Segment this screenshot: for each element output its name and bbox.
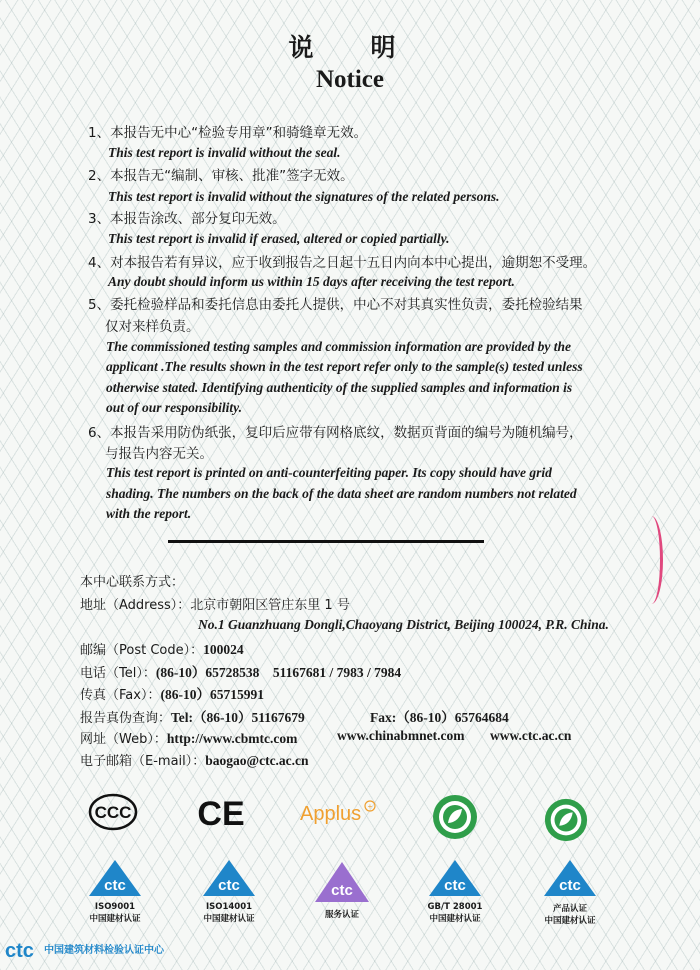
ccc-logo-icon <box>88 793 138 831</box>
verify-line <box>80 706 305 726</box>
ctc-triangle-icon <box>424 858 486 898</box>
applus-text: Applus <box>300 803 362 825</box>
fax-value: (86-10）65715991 <box>160 687 264 702</box>
section-divider <box>168 540 484 543</box>
address-en: No.1 Guanzhuang Dongli,Chaoyang District, Beijing 100024, P.R. China. <box>198 617 609 632</box>
ce-logo <box>198 795 244 835</box>
ctc-triangle-icon <box>312 860 372 904</box>
ctc-triangle-icon <box>539 858 601 898</box>
ctc-label: 中国建材认证 <box>89 914 141 924</box>
notice-item-5-cn: 5、委托检验样品和委托信息由委托人提供，中心不对其真实性负责，委托检验结果 <box>88 297 583 313</box>
applus-logo-icon <box>298 798 380 828</box>
web-url-3-wrap <box>490 728 571 744</box>
address-cn: 北京市朝阳区管庄东里 1 号 <box>190 598 350 613</box>
web-url-1[interactable]: http://www.cbmtc.com <box>166 731 298 746</box>
address-line <box>80 594 350 613</box>
notice-item-6-cn: 6、本报告采用防伪纸张，复印后应带有网格底纹，数据页背面的编号为随机编号， <box>88 425 583 441</box>
notice-item-4-en: Any doubt should inform us within 15 days after receiving the test report. <box>108 274 515 289</box>
ctc-text: ctc <box>559 877 581 894</box>
ccc-logo <box>88 793 138 835</box>
ctc-triangle-icon <box>198 858 260 898</box>
web-url-3[interactable]: www.ctc.ac.cn <box>490 728 572 743</box>
notice-item-4-cn: 4、对本报告若有异议，应于收到报告之日起十五日内向本中心提出，逾期恕不受理。 <box>88 255 597 271</box>
ctc-iso9001-logo <box>86 858 144 924</box>
ctc-label: 中国建材认证 <box>544 916 596 926</box>
verify-tel: Tel:（86-10）51167679 <box>171 710 305 725</box>
ctc-label: 中国建材认证 <box>429 914 481 924</box>
footer-logo-text: ctc <box>5 940 34 962</box>
fax-label: 传真（Fax）： <box>80 688 161 703</box>
email-line <box>80 750 309 769</box>
tel-value: (86-10）65728538 51167681 / 7983 / 7984 <box>155 665 402 680</box>
eco-leaf-icon <box>543 797 589 843</box>
notice-item-5-en: applicant .The results shown in the test report refer only to the sample(s) tested unless <box>106 359 583 374</box>
verify-fax: Fax:（86-10）65764684 <box>370 710 509 725</box>
web-label: 网址（Web）： <box>80 732 167 747</box>
web-line <box>80 728 297 747</box>
notice-item-6-en: This test report is printed on anti-counterfeiting paper. Its copy should have grid <box>106 465 552 480</box>
postcode-line <box>80 639 244 658</box>
contact-heading: 本中心联系方式： <box>80 575 185 590</box>
svg-text:+: + <box>367 802 373 811</box>
page-title-cn: 说 明 <box>288 33 412 62</box>
verify-label: 报告真伪查询： <box>80 711 172 726</box>
ce-text: CE <box>198 795 244 831</box>
applus-logo <box>298 798 380 832</box>
ctc-code: ISO14001 <box>205 902 253 912</box>
ctc-code: GB/T 28001 <box>427 902 483 912</box>
notice-item-5-en: The commissioned testing samples and commission information are provided by the <box>106 339 572 354</box>
notice-item-6-en: with the report. <box>106 506 192 521</box>
ctc-text: ctc <box>331 882 353 899</box>
notice-item-2-en: This test report is invalid without the signatures of the related persons. <box>108 189 500 204</box>
ctc-code: ISO9001 <box>94 902 136 912</box>
notice-item-5-en: out of our responsibility. <box>106 400 243 415</box>
notice-item-6-cn-cont: 与报告内容无关。 <box>105 446 213 462</box>
email-label: 电子邮箱（E-mail）： <box>80 754 206 769</box>
verify-fax-line <box>370 706 509 726</box>
ctc-iso14001-logo <box>198 858 260 924</box>
ce-logo-icon <box>198 795 244 831</box>
fax-line <box>80 683 264 703</box>
ctc-gbt28001-logo <box>424 858 486 924</box>
ctc-service-logo <box>312 860 372 920</box>
postcode-label: 邮编（Post Code）： <box>80 643 204 658</box>
email-value[interactable]: baogao@ctc.ac.cn <box>205 753 309 768</box>
notice-item-6-en: shading. The numbers on the back of the data sheet are random numbers not related <box>106 486 577 501</box>
notice-item-2-cn: 2、本报告无“编制、审核、批准”签字无效。 <box>88 168 354 184</box>
ctc-footer-icon <box>4 938 44 962</box>
ctc-text: ctc <box>218 877 240 894</box>
notice-item-1-en: This test report is invalid without the seal. <box>108 145 341 160</box>
ctc-text: ctc <box>104 877 126 894</box>
ctc-code: 产品认证 <box>552 904 587 914</box>
web-url-2[interactable]: www.chinabmnet.com <box>337 728 465 743</box>
eco-leaf-icon <box>431 793 479 841</box>
eco-label-2 <box>543 797 589 847</box>
notice-item-5-cn-cont: 仅对来样负责。 <box>105 319 200 335</box>
web-url-2-wrap <box>337 728 465 744</box>
notice-item-1-cn: 1、本报告无中心“检验专用章”和骑缝章无效。 <box>88 125 368 141</box>
notice-item-5-en: otherwise stated. Identifying authenticity of the supplied samples and information is <box>106 380 573 395</box>
footer-org-logo <box>4 938 204 962</box>
postcode-value: 100024 <box>203 642 244 657</box>
page-title-en: Notice <box>315 66 385 93</box>
tel-line <box>80 661 401 681</box>
eco-label-1 <box>431 793 479 845</box>
address-label: 地址（Address）： <box>80 598 191 613</box>
notice-item-3-en: This test report is invalid if erased, altered or copied partially. <box>108 231 450 246</box>
footer-org-name: 中国建筑材料检验认证中心 <box>44 945 164 956</box>
notice-item-3-cn: 3、本报告涂改、部分复印无效。 <box>88 211 286 227</box>
tel-label: 电话（Tel）： <box>80 666 156 681</box>
ctc-product-logo <box>539 858 601 926</box>
ctc-label: 中国建材认证 <box>203 914 255 924</box>
ctc-text: ctc <box>444 877 466 894</box>
ccc-text: CCC <box>94 803 132 822</box>
pink-edge-mark <box>640 516 663 604</box>
ctc-triangle-icon <box>86 858 144 898</box>
ctc-label: 服务认证 <box>324 910 359 920</box>
